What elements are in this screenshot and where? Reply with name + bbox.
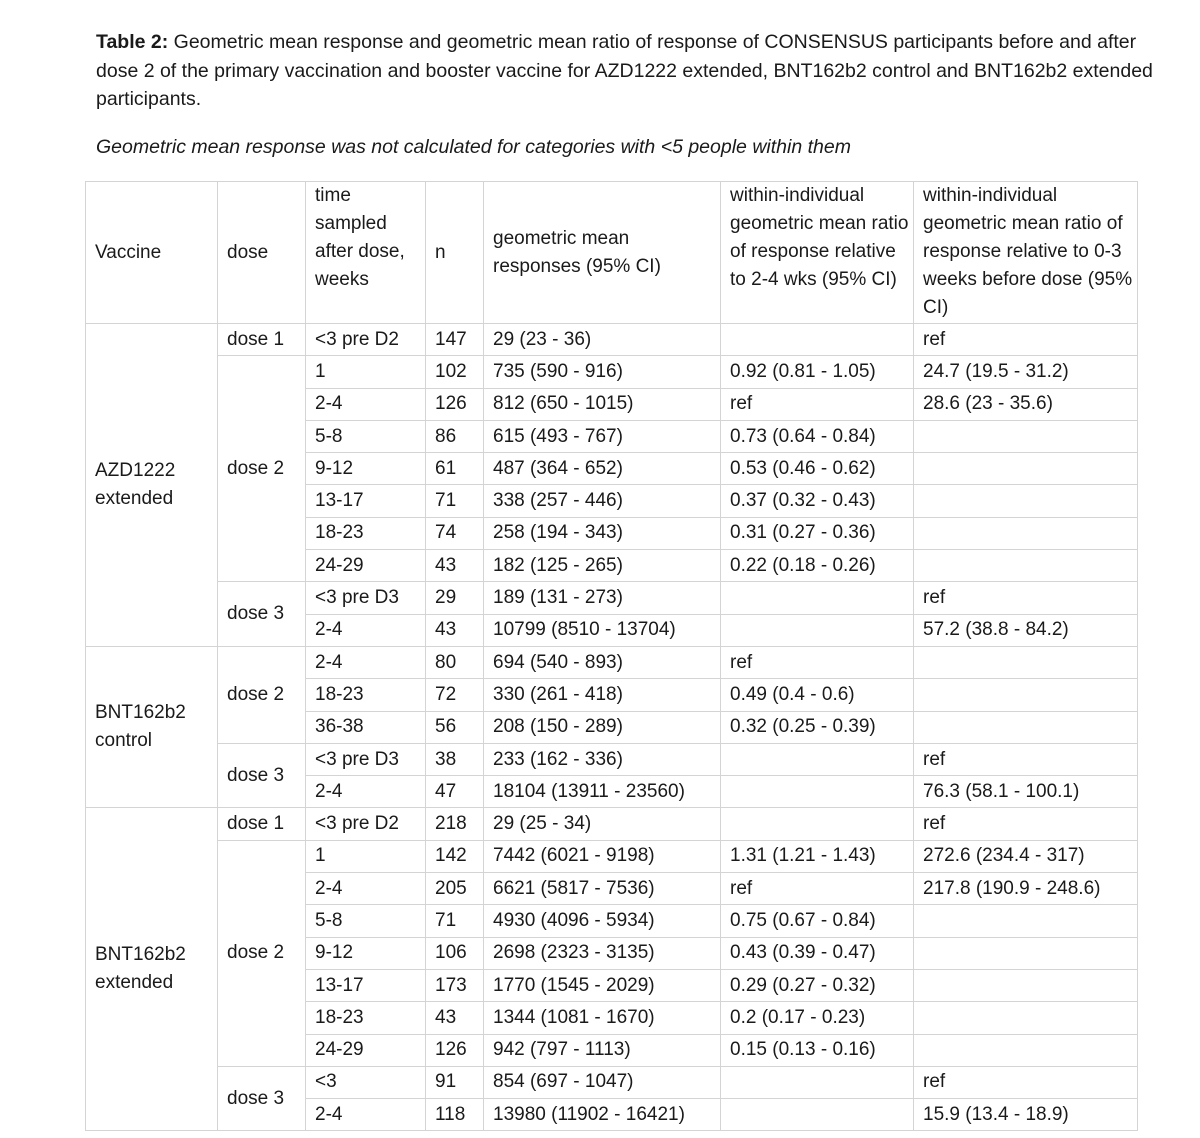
cell-gmr: 330 (261 - 418) — [484, 679, 721, 711]
table-caption — [96, 28, 1156, 114]
cell-gmr: 338 (257 - 446) — [484, 485, 721, 517]
cell-ratio-0-3 — [914, 420, 1138, 452]
cell-ratio-2-4 — [721, 776, 914, 808]
cell-vaccine: BNT162b2 control — [86, 646, 218, 807]
cell-ratio-0-3 — [914, 937, 1138, 969]
cell-n: 205 — [426, 873, 484, 905]
cell-gmr: 10799 (8510 - 13704) — [484, 614, 721, 646]
cell-n: 147 — [426, 324, 484, 356]
cell-ratio-2-4: 0.29 (0.27 - 0.32) — [721, 969, 914, 1001]
cell-gmr: 2698 (2323 - 3135) — [484, 937, 721, 969]
cell-n: 80 — [426, 646, 484, 678]
cell-time: 13-17 — [306, 485, 426, 517]
cell-ratio-0-3: 217.8 (190.9 - 248.6) — [914, 873, 1138, 905]
cell-time: 13-17 — [306, 969, 426, 1001]
header-row — [86, 182, 1138, 324]
cell-time: 18-23 — [306, 1002, 426, 1034]
cell-time: 5-8 — [306, 905, 426, 937]
cell-dose: dose 3 — [218, 1066, 306, 1131]
cell-gmr: 7442 (6021 - 9198) — [484, 840, 721, 872]
cell-gmr: 13980 (11902 - 16421) — [484, 1099, 721, 1131]
cell-time: 9-12 — [306, 937, 426, 969]
cell-time: 2-4 — [306, 873, 426, 905]
header-ratio-2-4: within-individual geometric mean ratio of response relative to 2-4 wks (95% CI) — [721, 182, 914, 324]
cell-ratio-0-3 — [914, 453, 1138, 485]
cell-gmr: 812 (650 - 1015) — [484, 388, 721, 420]
cell-n: 72 — [426, 679, 484, 711]
header-time: time sampled after dose, weeks — [306, 182, 426, 324]
cell-time: 1 — [306, 356, 426, 388]
cell-ratio-0-3: 57.2 (38.8 - 84.2) — [914, 614, 1138, 646]
cell-ratio-2-4: 0.92 (0.81 - 1.05) — [721, 356, 914, 388]
cell-n: 47 — [426, 776, 484, 808]
cell-vaccine: AZD1222 extended — [86, 324, 218, 647]
cell-ratio-2-4: 0.37 (0.32 - 0.43) — [721, 485, 914, 517]
results-table — [85, 181, 1138, 1131]
cell-n: 91 — [426, 1066, 484, 1098]
table-caption-text: Geometric mean response and geometric mean ratio of response of CONSENSUS participants before and after dose 2 of the primary vaccination and booster vaccine for AZD1222 extended, BNT162b2 control and BNT162b2 extended participants. — [96, 31, 1153, 110]
cell-ratio-0-3: ref — [914, 1066, 1138, 1098]
cell-ratio-0-3 — [914, 550, 1138, 582]
header-gmr: geometric mean responses (95% CI) — [484, 182, 721, 324]
cell-ratio-2-4: ref — [721, 388, 914, 420]
cell-gmr: 942 (797 - 1113) — [484, 1034, 721, 1066]
cell-n: 74 — [426, 517, 484, 549]
cell-ratio-2-4: 0.15 (0.13 - 0.16) — [721, 1034, 914, 1066]
cell-gmr: 208 (150 - 289) — [484, 711, 721, 743]
cell-ratio-0-3: ref — [914, 743, 1138, 775]
cell-ratio-2-4 — [721, 582, 914, 614]
cell-gmr: 182 (125 - 265) — [484, 550, 721, 582]
cell-gmr: 258 (194 - 343) — [484, 517, 721, 549]
table-body — [86, 324, 1138, 1131]
cell-n: 29 — [426, 582, 484, 614]
cell-ratio-2-4: 0.49 (0.4 - 0.6) — [721, 679, 914, 711]
cell-time: <3 pre D2 — [306, 808, 426, 840]
cell-ratio-2-4: 0.31 (0.27 - 0.36) — [721, 517, 914, 549]
cell-ratio-0-3 — [914, 1034, 1138, 1066]
header-n: n — [426, 182, 484, 324]
cell-n: 218 — [426, 808, 484, 840]
cell-ratio-2-4 — [721, 808, 914, 840]
cell-ratio-2-4 — [721, 1099, 914, 1131]
cell-gmr: 29 (25 - 34) — [484, 808, 721, 840]
header-vaccine: Vaccine — [86, 182, 218, 324]
cell-ratio-0-3: ref — [914, 324, 1138, 356]
cell-n: 126 — [426, 388, 484, 420]
cell-gmr: 854 (697 - 1047) — [484, 1066, 721, 1098]
cell-n: 43 — [426, 1002, 484, 1034]
cell-time: <3 pre D3 — [306, 582, 426, 614]
cell-ratio-2-4: ref — [721, 873, 914, 905]
cell-ratio-2-4: 0.75 (0.67 - 0.84) — [721, 905, 914, 937]
cell-dose: dose 3 — [218, 582, 306, 647]
cell-ratio-0-3 — [914, 711, 1138, 743]
header-ratio-0-3: within-individual geometric mean ratio of response relative to 0-3 weeks before dose (95% CI) — [914, 182, 1138, 324]
cell-n: 118 — [426, 1099, 484, 1131]
cell-time: 2-4 — [306, 646, 426, 678]
cell-ratio-2-4: ref — [721, 646, 914, 678]
table-row — [86, 808, 1138, 840]
cell-n: 56 — [426, 711, 484, 743]
cell-ratio-0-3: 15.9 (13.4 - 18.9) — [914, 1099, 1138, 1131]
cell-gmr: 29 (23 - 36) — [484, 324, 721, 356]
cell-ratio-2-4: 0.32 (0.25 - 0.39) — [721, 711, 914, 743]
cell-vaccine: BNT162b2 extended — [86, 808, 218, 1131]
cell-n: 71 — [426, 905, 484, 937]
cell-ratio-0-3 — [914, 905, 1138, 937]
cell-n: 43 — [426, 614, 484, 646]
cell-gmr: 615 (493 - 767) — [484, 420, 721, 452]
cell-ratio-0-3: 24.7 (19.5 - 31.2) — [914, 356, 1138, 388]
cell-dose: dose 2 — [218, 356, 306, 582]
cell-gmr: 1770 (1545 - 2029) — [484, 969, 721, 1001]
table-row — [86, 1066, 1138, 1098]
cell-gmr: 487 (364 - 652) — [484, 453, 721, 485]
cell-n: 102 — [426, 356, 484, 388]
table-row — [86, 646, 1138, 678]
cell-ratio-2-4 — [721, 614, 914, 646]
cell-time: 2-4 — [306, 614, 426, 646]
cell-ratio-2-4 — [721, 743, 914, 775]
cell-gmr: 4930 (4096 - 5934) — [484, 905, 721, 937]
cell-ratio-2-4: 0.22 (0.18 - 0.26) — [721, 550, 914, 582]
cell-ratio-0-3: 76.3 (58.1 - 100.1) — [914, 776, 1138, 808]
cell-ratio-0-3 — [914, 969, 1138, 1001]
cell-n: 106 — [426, 937, 484, 969]
cell-time: 9-12 — [306, 453, 426, 485]
cell-ratio-2-4: 1.31 (1.21 - 1.43) — [721, 840, 914, 872]
cell-time: 1 — [306, 840, 426, 872]
cell-n: 38 — [426, 743, 484, 775]
cell-time: 18-23 — [306, 679, 426, 711]
cell-ratio-0-3: ref — [914, 582, 1138, 614]
cell-ratio-0-3 — [914, 517, 1138, 549]
cell-gmr: 1344 (1081 - 1670) — [484, 1002, 721, 1034]
header-dose: dose — [218, 182, 306, 324]
cell-ratio-0-3: ref — [914, 808, 1138, 840]
cell-time: <3 — [306, 1066, 426, 1098]
cell-ratio-2-4 — [721, 1066, 914, 1098]
cell-ratio-0-3 — [914, 646, 1138, 678]
cell-n: 142 — [426, 840, 484, 872]
cell-ratio-0-3 — [914, 1002, 1138, 1034]
cell-gmr: 233 (162 - 336) — [484, 743, 721, 775]
cell-ratio-2-4: 0.43 (0.39 - 0.47) — [721, 937, 914, 969]
cell-dose: dose 1 — [218, 808, 306, 840]
cell-time: 2-4 — [306, 388, 426, 420]
cell-time: 18-23 — [306, 517, 426, 549]
table-row — [86, 582, 1138, 614]
cell-ratio-2-4: 0.2 (0.17 - 0.23) — [721, 1002, 914, 1034]
cell-dose: dose 1 — [218, 324, 306, 356]
cell-time: 36-38 — [306, 711, 426, 743]
cell-time: 24-29 — [306, 1034, 426, 1066]
cell-dose: dose 3 — [218, 743, 306, 808]
cell-ratio-2-4: 0.53 (0.46 - 0.62) — [721, 453, 914, 485]
cell-ratio-0-3: 272.6 (234.4 - 317) — [914, 840, 1138, 872]
cell-time: 2-4 — [306, 776, 426, 808]
cell-n: 61 — [426, 453, 484, 485]
cell-n: 126 — [426, 1034, 484, 1066]
table-note: Geometric mean response was not calculated for categories with <5 people within them — [96, 136, 851, 158]
cell-time: <3 pre D2 — [306, 324, 426, 356]
cell-ratio-0-3 — [914, 679, 1138, 711]
cell-ratio-0-3: 28.6 (23 - 35.6) — [914, 388, 1138, 420]
cell-time: 24-29 — [306, 550, 426, 582]
cell-n: 43 — [426, 550, 484, 582]
cell-ratio-2-4 — [721, 324, 914, 356]
cell-time: 2-4 — [306, 1099, 426, 1131]
cell-gmr: 694 (540 - 893) — [484, 646, 721, 678]
cell-dose: dose 2 — [218, 840, 306, 1066]
cell-gmr: 6621 (5817 - 7536) — [484, 873, 721, 905]
cell-gmr: 18104 (13911 - 23560) — [484, 776, 721, 808]
cell-n: 173 — [426, 969, 484, 1001]
cell-ratio-2-4: 0.73 (0.64 - 0.84) — [721, 420, 914, 452]
cell-dose: dose 2 — [218, 646, 306, 743]
table-row — [86, 743, 1138, 775]
cell-n: 86 — [426, 420, 484, 452]
table-row — [86, 840, 1138, 872]
cell-gmr: 735 (590 - 916) — [484, 356, 721, 388]
cell-ratio-0-3 — [914, 485, 1138, 517]
cell-n: 71 — [426, 485, 484, 517]
cell-time: 5-8 — [306, 420, 426, 452]
table-row — [86, 356, 1138, 388]
cell-gmr: 189 (131 - 273) — [484, 582, 721, 614]
table-row — [86, 324, 1138, 356]
cell-time: <3 pre D3 — [306, 743, 426, 775]
table-caption-label: Table 2: — [96, 31, 169, 53]
